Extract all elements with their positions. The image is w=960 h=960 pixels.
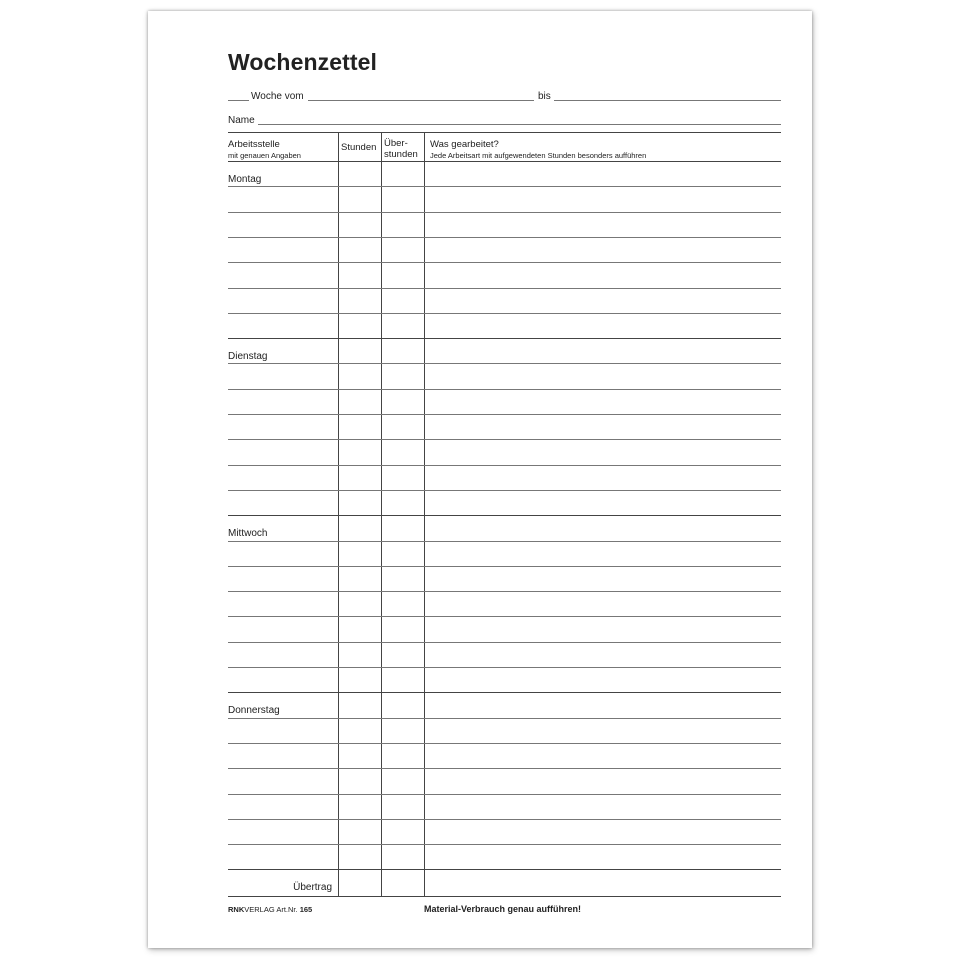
day-section-border bbox=[228, 869, 781, 870]
day-label-mittwoch: Mittwoch bbox=[228, 528, 268, 540]
week-from-label: Woche vom bbox=[251, 91, 304, 102]
table-row-line bbox=[228, 262, 781, 263]
header-overtime-line1: Über- bbox=[384, 138, 408, 149]
table-row-line bbox=[228, 667, 781, 668]
table-row-line bbox=[228, 743, 781, 744]
table-row-line bbox=[228, 439, 781, 440]
table-row-line bbox=[228, 794, 781, 795]
day-label-donnerstag: Donnerstag bbox=[228, 705, 280, 717]
day-section-border bbox=[228, 338, 781, 339]
form-title: Wochenzettel bbox=[228, 49, 378, 75]
table-row-line bbox=[228, 642, 781, 643]
name-label: Name bbox=[228, 115, 255, 126]
table-row-line bbox=[228, 566, 781, 567]
table-row-line bbox=[228, 541, 781, 542]
table-bottom-border bbox=[228, 896, 781, 897]
table-row-line bbox=[228, 414, 781, 415]
carry-over-label: Übertrag bbox=[293, 882, 332, 893]
publisher-text: VERLAG Art.Nr. bbox=[244, 905, 298, 914]
header-hours: Stunden bbox=[341, 142, 377, 153]
table-row-line bbox=[228, 768, 781, 769]
table-row-line bbox=[228, 186, 781, 187]
day-label-montag: Montag bbox=[228, 174, 262, 185]
table-row-line bbox=[228, 465, 781, 466]
publisher-info bbox=[228, 905, 312, 914]
timesheet-table bbox=[148, 11, 812, 948]
header-workplace: Arbeitsstelle bbox=[228, 139, 280, 150]
material-note: Material-Verbrauch genau aufführen! bbox=[424, 904, 582, 914]
table-row-line bbox=[228, 313, 781, 314]
header-overtime-line2: stunden bbox=[384, 149, 418, 160]
article-number: 165 bbox=[299, 905, 313, 914]
table-row-line bbox=[228, 616, 781, 617]
table-row-line bbox=[228, 389, 781, 390]
table-row-line bbox=[228, 819, 781, 820]
header-work: Was gearbeitet? bbox=[430, 139, 499, 150]
day-section-border bbox=[228, 692, 781, 693]
table-row-line bbox=[228, 363, 781, 364]
table-header-border bbox=[228, 161, 781, 162]
week-to-label: bis bbox=[538, 91, 551, 102]
table-row-line bbox=[228, 718, 781, 719]
table-row-line bbox=[228, 844, 781, 845]
table-top-border bbox=[228, 132, 781, 133]
publisher-brand: RNK bbox=[228, 905, 245, 914]
form-sheet bbox=[148, 11, 812, 948]
header-workplace-sub: mit genauen Angaben bbox=[228, 151, 301, 160]
day-label-dienstag: Dienstag bbox=[228, 351, 268, 363]
table-row-line bbox=[228, 591, 781, 592]
table-row-line bbox=[228, 212, 781, 213]
table-row-line bbox=[228, 237, 781, 238]
table-row-line bbox=[228, 288, 781, 289]
day-section-border bbox=[228, 515, 781, 516]
table-row-line bbox=[228, 490, 781, 491]
header-work-sub: Jede Arbeitsart mit aufgewendeten Stunden besonders aufführen bbox=[430, 151, 647, 160]
